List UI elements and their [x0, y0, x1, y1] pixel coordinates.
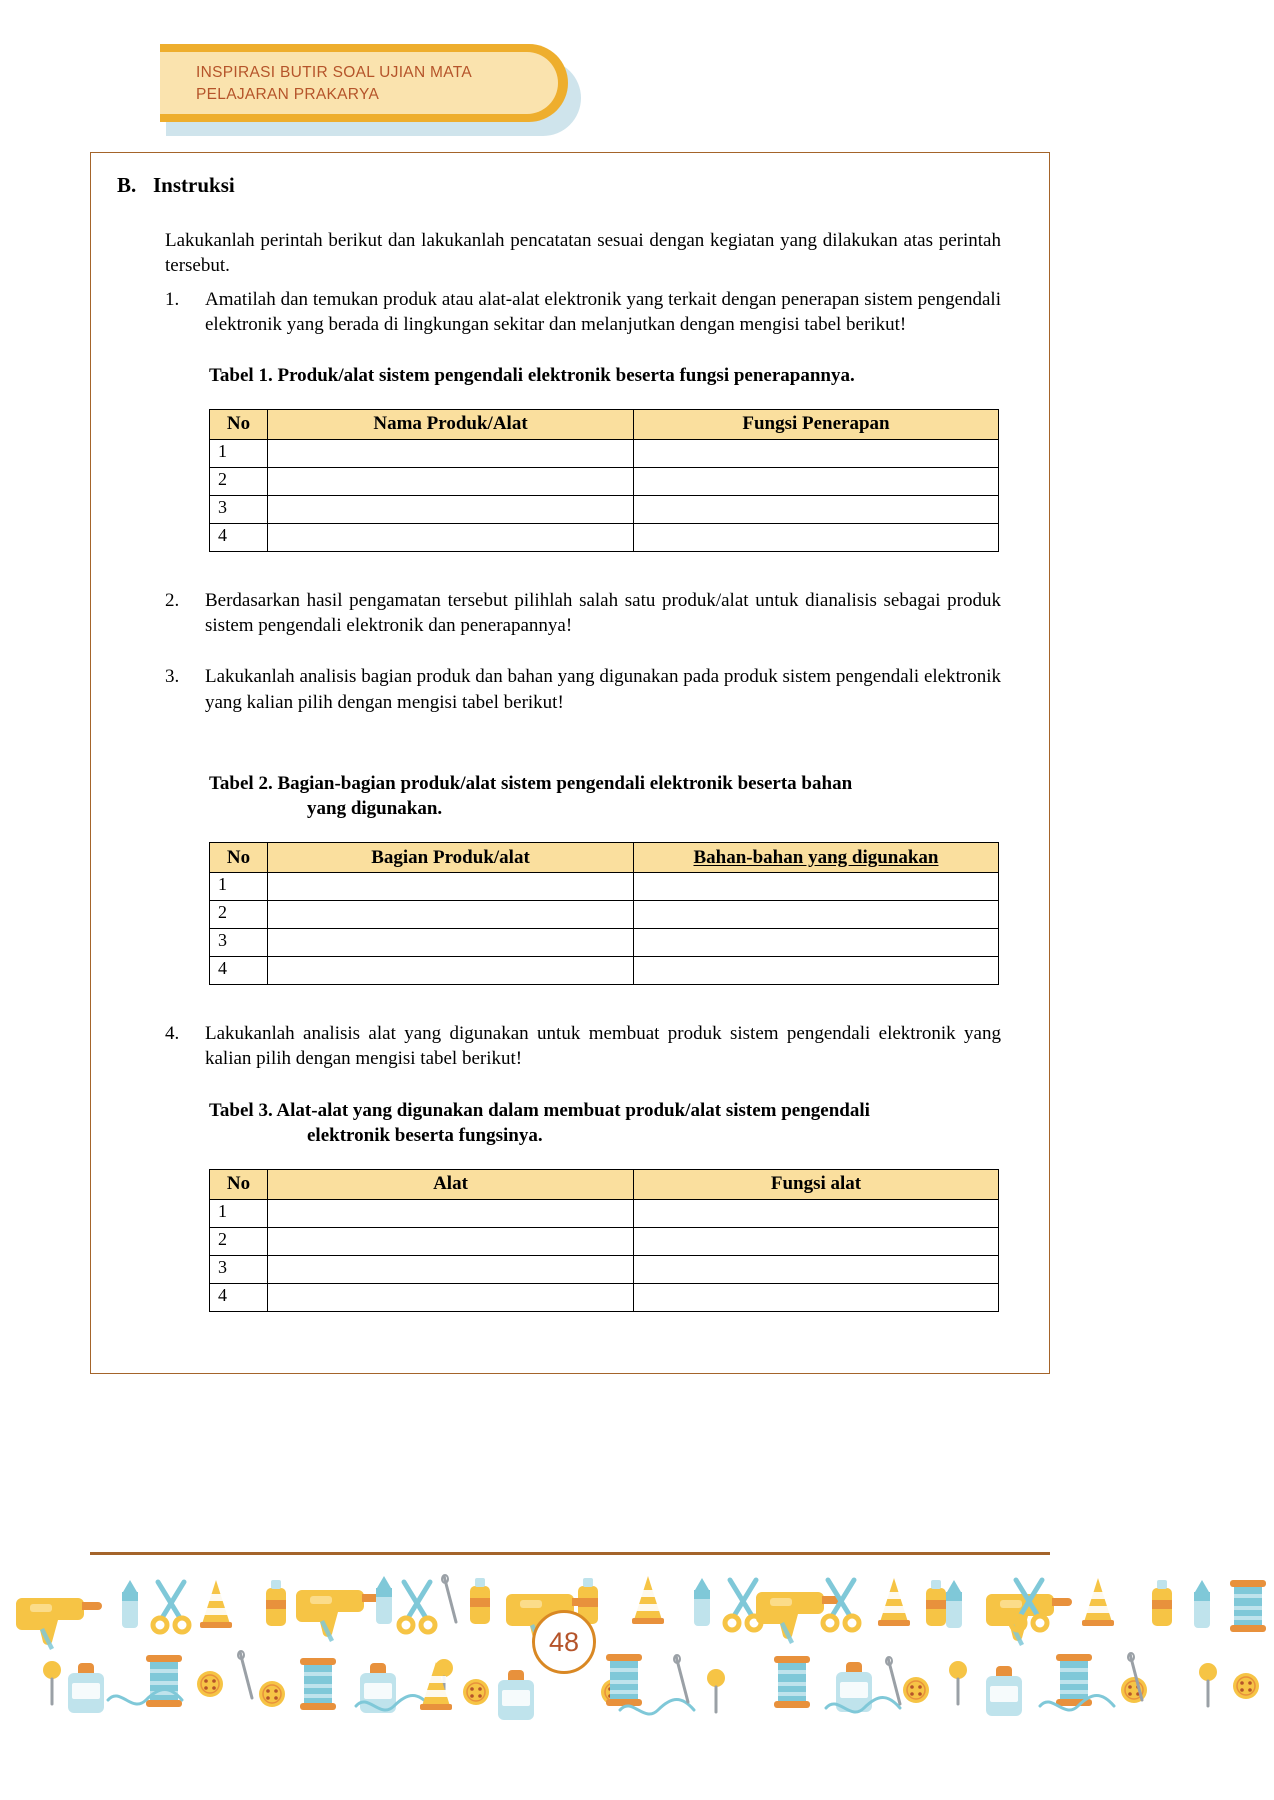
instruction-text-4: Lakukanlah analisis alat yang digunakan untuk membuat produk sistem pengendali elektronik yang kalian pilih dengan mengisi tabel berikut! [205, 1023, 1001, 1070]
table-row[interactable] [210, 901, 999, 929]
table-3-caption-line2: elektronik beserta fungsinya. [307, 1125, 543, 1147]
table-2-row3-material[interactable] [634, 929, 999, 957]
table-1 [209, 409, 999, 552]
table-3-row3-no: 3 [210, 1255, 268, 1283]
table-3-caption [209, 1098, 1009, 1149]
table-1-header-name: Nama Produk/Alat [268, 409, 634, 439]
table-2-row1-part[interactable] [268, 873, 634, 901]
table-3-row4-tool[interactable] [268, 1283, 634, 1311]
table-3-row4-no: 4 [210, 1283, 268, 1311]
table-row[interactable] [210, 523, 999, 551]
table-2-caption [209, 771, 1009, 822]
banner-title-line2: PELAJARAN PRAKARYA [196, 86, 380, 104]
table-3-row1-func[interactable] [634, 1199, 999, 1227]
table-3-row3-tool[interactable] [268, 1255, 634, 1283]
table-2-header-part: Bagian Produk/alat [268, 843, 634, 873]
table-2-row2-part[interactable] [268, 901, 634, 929]
instruction-text-1: Amatilah dan temukan produk atau alat-alat elektronik yang terkait dengan penerapan sistem pengendali elektronik yang berada di lingkungan sekitar dan melanjutkan dengan mengisi tabel berikut! [205, 288, 1001, 335]
table-2-row4-material[interactable] [634, 957, 999, 985]
table-2-row4-no: 4 [210, 957, 268, 985]
table-2-header-no: No [210, 843, 268, 873]
section-letter: B. [117, 173, 137, 197]
table-2-row3-no: 3 [210, 929, 268, 957]
table-2-header-row [210, 843, 999, 873]
table-2 [209, 842, 999, 985]
instruction-text-2: Berdasarkan hasil pengamatan tersebut pilihlah salah satu produk/alat untuk dianalisis sebagai produk sistem pengendali elektronik dan penerapannya! [205, 589, 1001, 636]
table-2-row3-part[interactable] [268, 929, 634, 957]
instruction-text-3: Lakukanlah analisis bagian produk dan bahan yang digunakan pada produk sistem pengendali elektronik yang kalian pilih dengan mengisi tabel berikut! [205, 666, 1001, 713]
table-3-header-func: Fungsi alat [634, 1169, 999, 1199]
footer-craft-icons [0, 1550, 1274, 1800]
instruction-item-4 [165, 1021, 1001, 1072]
table-3-row2-no: 2 [210, 1227, 268, 1255]
table-1-row2-func[interactable] [634, 467, 999, 495]
banner-title-line1: INSPIRASI BUTIR SOAL UJIAN MATA [196, 64, 473, 81]
table-3-row2-func[interactable] [634, 1227, 999, 1255]
table-3-row1-no: 1 [210, 1199, 268, 1227]
table-1-row3-no: 3 [210, 495, 268, 523]
content-frame [90, 152, 1050, 1374]
table-row[interactable] [210, 957, 999, 985]
instruction-number-2: 2. [165, 589, 180, 611]
table-1-row1-name[interactable] [268, 439, 634, 467]
section-heading [117, 173, 1027, 198]
table-1-header-no: No [210, 409, 268, 439]
table-1-header-row [210, 409, 999, 439]
table-row[interactable] [210, 439, 999, 467]
instruction-item-3 [165, 664, 1001, 715]
table-2-caption-line1: Tabel 2. Bagian-bagian produk/alat sistem pengendali elektronik beserta bahan [209, 772, 853, 794]
instruction-item-2 [165, 588, 1001, 639]
table-3-row2-tool[interactable] [268, 1227, 634, 1255]
table-1-header-func: Fungsi Penerapan [634, 409, 999, 439]
table-1-row3-name[interactable] [268, 495, 634, 523]
instruction-item-1 [165, 287, 1001, 338]
table-3-row1-tool[interactable] [268, 1199, 634, 1227]
table-3-row4-func[interactable] [634, 1283, 999, 1311]
table-3-header-no: No [210, 1169, 268, 1199]
instruction-number-4: 4. [165, 1023, 180, 1045]
table-2-row1-no: 1 [210, 873, 268, 901]
banner-title [196, 62, 526, 107]
table-3-header-tool: Alat [268, 1169, 634, 1199]
content-body [91, 153, 1049, 1373]
section-title: Instruksi [153, 173, 235, 197]
table-2-header-material: Bahan-bahan yang digunakan [634, 843, 999, 873]
table-row[interactable] [210, 929, 999, 957]
table-row[interactable] [210, 1255, 999, 1283]
table-1-caption [209, 363, 1009, 389]
table-row[interactable] [210, 467, 999, 495]
table-1-caption-line1: Tabel 1. Produk/alat sistem pengendali elektronik beserta fungsi penerapannya. [209, 365, 855, 387]
instruction-number-3: 3. [165, 666, 180, 688]
table-row[interactable] [210, 1227, 999, 1255]
table-2-row2-material[interactable] [634, 901, 999, 929]
table-3-row3-func[interactable] [634, 1255, 999, 1283]
header-banner [160, 44, 580, 136]
table-1-row1-func[interactable] [634, 439, 999, 467]
table-3-header-row [210, 1169, 999, 1199]
page-number-badge [532, 1610, 596, 1674]
table-1-row3-func[interactable] [634, 495, 999, 523]
table-3 [209, 1169, 999, 1312]
footer-decoration-band [0, 1550, 1274, 1800]
intro-paragraph: Lakukanlah perintah berikut dan lakukanlah pencatatan sesuai dengan kegiatan yang dilakukan atas perintah tersebut. [165, 230, 1001, 277]
table-row[interactable] [210, 1199, 999, 1227]
table-2-row4-part[interactable] [268, 957, 634, 985]
table-row[interactable] [210, 495, 999, 523]
table-1-row4-no: 4 [210, 523, 268, 551]
table-1-row1-no: 1 [210, 439, 268, 467]
table-row[interactable] [210, 1283, 999, 1311]
footer-rule [90, 1552, 1050, 1555]
table-1-row2-no: 2 [210, 467, 268, 495]
table-1-row4-name[interactable] [268, 523, 634, 551]
table-2-row2-no: 2 [210, 901, 268, 929]
table-2-caption-line2: yang digunakan. [307, 798, 443, 820]
table-2-row1-material[interactable] [634, 873, 999, 901]
instruction-number-1: 1. [165, 288, 180, 310]
page-number: 48 [548, 1626, 580, 1657]
table-1-row2-name[interactable] [268, 467, 634, 495]
table-1-row4-func[interactable] [634, 523, 999, 551]
table-row[interactable] [210, 873, 999, 901]
table-3-caption-line1: Tabel 3. Alat-alat yang digunakan dalam membuat produk/alat sistem pengendali [209, 1099, 870, 1121]
